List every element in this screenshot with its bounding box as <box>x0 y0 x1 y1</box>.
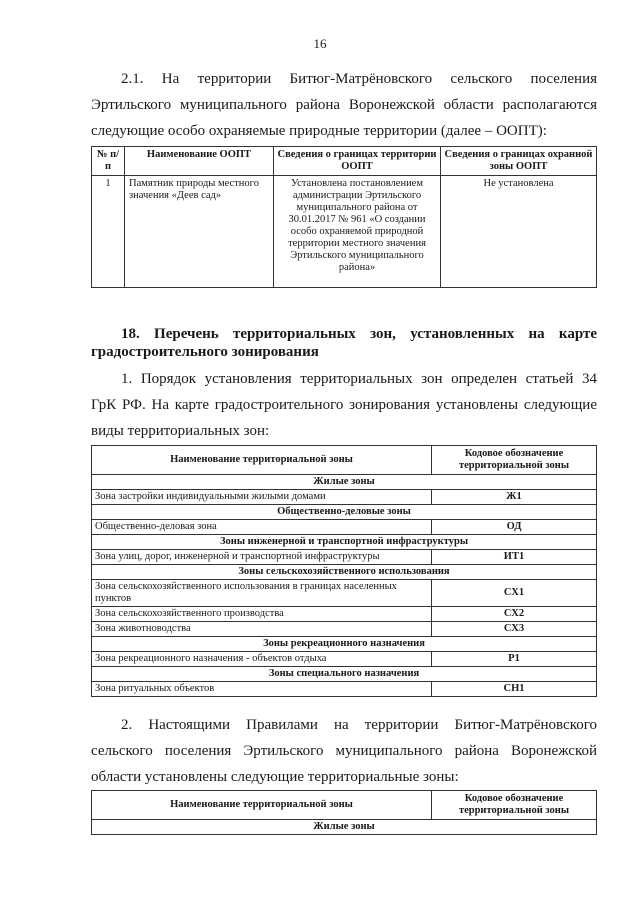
table-row <box>92 550 597 565</box>
cell-name: Памятник природы местного значения «Деев сад» <box>125 176 274 288</box>
cell-boundaries: Установлена постановлением администрации Эртильского муниципального района от 30.01.2017 № 961 «О создании особо охраняемой природной территории местного значения Эртильского муниципального района» <box>274 176 441 288</box>
table-row <box>92 607 597 622</box>
table-header-row <box>92 791 597 820</box>
zone-name: Зона сельскохозяйственного использования в границах населенных пунктов <box>92 580 432 607</box>
paragraph-line: области установлены следующие территориальные зоны: <box>91 769 459 785</box>
zone-name: Зона сельскохозяйственного производства <box>92 607 432 622</box>
zones-table <box>91 445 597 697</box>
paragraph-line: следующие особо охраняемые природные территории (далее – ООПТ): <box>91 123 547 139</box>
table-row <box>92 176 597 288</box>
zone-code: Р1 <box>432 652 597 667</box>
header-boundaries: Сведения о границах территории ООПТ <box>274 147 441 176</box>
table-row <box>92 622 597 637</box>
paragraph-line: 2. Настоящими Правилами на территории Битюг-Матрёновского <box>121 717 597 733</box>
paragraph-2 <box>91 712 597 790</box>
zone-code: СХ2 <box>432 607 597 622</box>
cell-num: 1 <box>92 176 125 288</box>
table-row <box>92 490 597 505</box>
paragraph-line: Эртильского муниципального района Воронежской области располагаются <box>91 97 597 113</box>
heading-line: градостроительного зонирования <box>91 344 319 360</box>
header-protected-zone: Сведения о границах охранной зоны ООПТ <box>441 147 597 176</box>
header-zone-name: Наименование территориальной зоны <box>92 446 432 475</box>
zone-group-title: Зоны рекреационного назначения <box>92 637 597 652</box>
zone-name: Зона застройки индивидуальными жилыми домами <box>92 490 432 505</box>
zone-group-title: Зоны специального назначения <box>92 667 597 682</box>
paragraph-line: сельского поселения Эртильского муниципального района Воронежской <box>91 743 597 759</box>
zone-code: Ж1 <box>432 490 597 505</box>
header-zone-code: Кодовое обозначение территориальной зоны <box>432 446 597 475</box>
zone-name: Зона ритуальных объектов <box>92 682 432 697</box>
zone-group-title: Общественно-деловые зоны <box>92 505 597 520</box>
paragraph-line: ГрК РФ. На карте градостроительного зонирования установлены следующие <box>91 397 597 413</box>
zone-group-title: Зоны инженерной и транспортной инфраструктуры <box>92 535 597 550</box>
zone-name: Зона животноводства <box>92 622 432 637</box>
paragraph-1 <box>91 366 597 444</box>
zone-code: СХ1 <box>432 580 597 607</box>
paragraph-line: 2.1. На территории Битюг-Матрёновского сельского поселения <box>121 71 597 87</box>
zone-code: СХ3 <box>432 622 597 637</box>
paragraph-2-1 <box>91 66 597 144</box>
table-row <box>92 682 597 697</box>
oopt-table <box>91 146 597 288</box>
table-row <box>92 652 597 667</box>
heading-line: 18. Перечень территориальных зон, установленных на карте <box>121 326 597 342</box>
zone-group-title: Зоны сельскохозяйственного использования <box>92 565 597 580</box>
header-zone-name: Наименование территориальной зоны <box>92 791 432 820</box>
zone-code: ИТ1 <box>432 550 597 565</box>
paragraph-line: виды территориальных зон: <box>91 423 270 439</box>
header-zone-code: Кодовое обозначение территориальной зоны <box>432 791 597 820</box>
zone-group-title: Жилые зоны <box>92 475 597 490</box>
table-header-row <box>92 446 597 475</box>
section-18-heading <box>91 325 597 361</box>
zones-table-2 <box>91 790 597 835</box>
zone-code: ОД <box>432 520 597 535</box>
zone-name: Зона рекреационного назначения - объектов отдыха <box>92 652 432 667</box>
header-name: Наименование ООПТ <box>125 147 274 176</box>
zone-name: Общественно-деловая зона <box>92 520 432 535</box>
header-num: № п/п <box>92 147 125 176</box>
page-number: 16 <box>313 36 327 51</box>
table-header-row <box>92 147 597 176</box>
zone-name: Зона улиц, дорог, инженерной и транспортной инфраструктуры <box>92 550 432 565</box>
table-row <box>92 580 597 607</box>
zone-group-title: Жилые зоны <box>92 820 597 835</box>
zone-code: СН1 <box>432 682 597 697</box>
cell-protected-zone: Не установлена <box>441 176 597 288</box>
paragraph-line: 1. Порядок установления территориальных зон определен статьей 34 <box>121 371 597 387</box>
table-row <box>92 520 597 535</box>
